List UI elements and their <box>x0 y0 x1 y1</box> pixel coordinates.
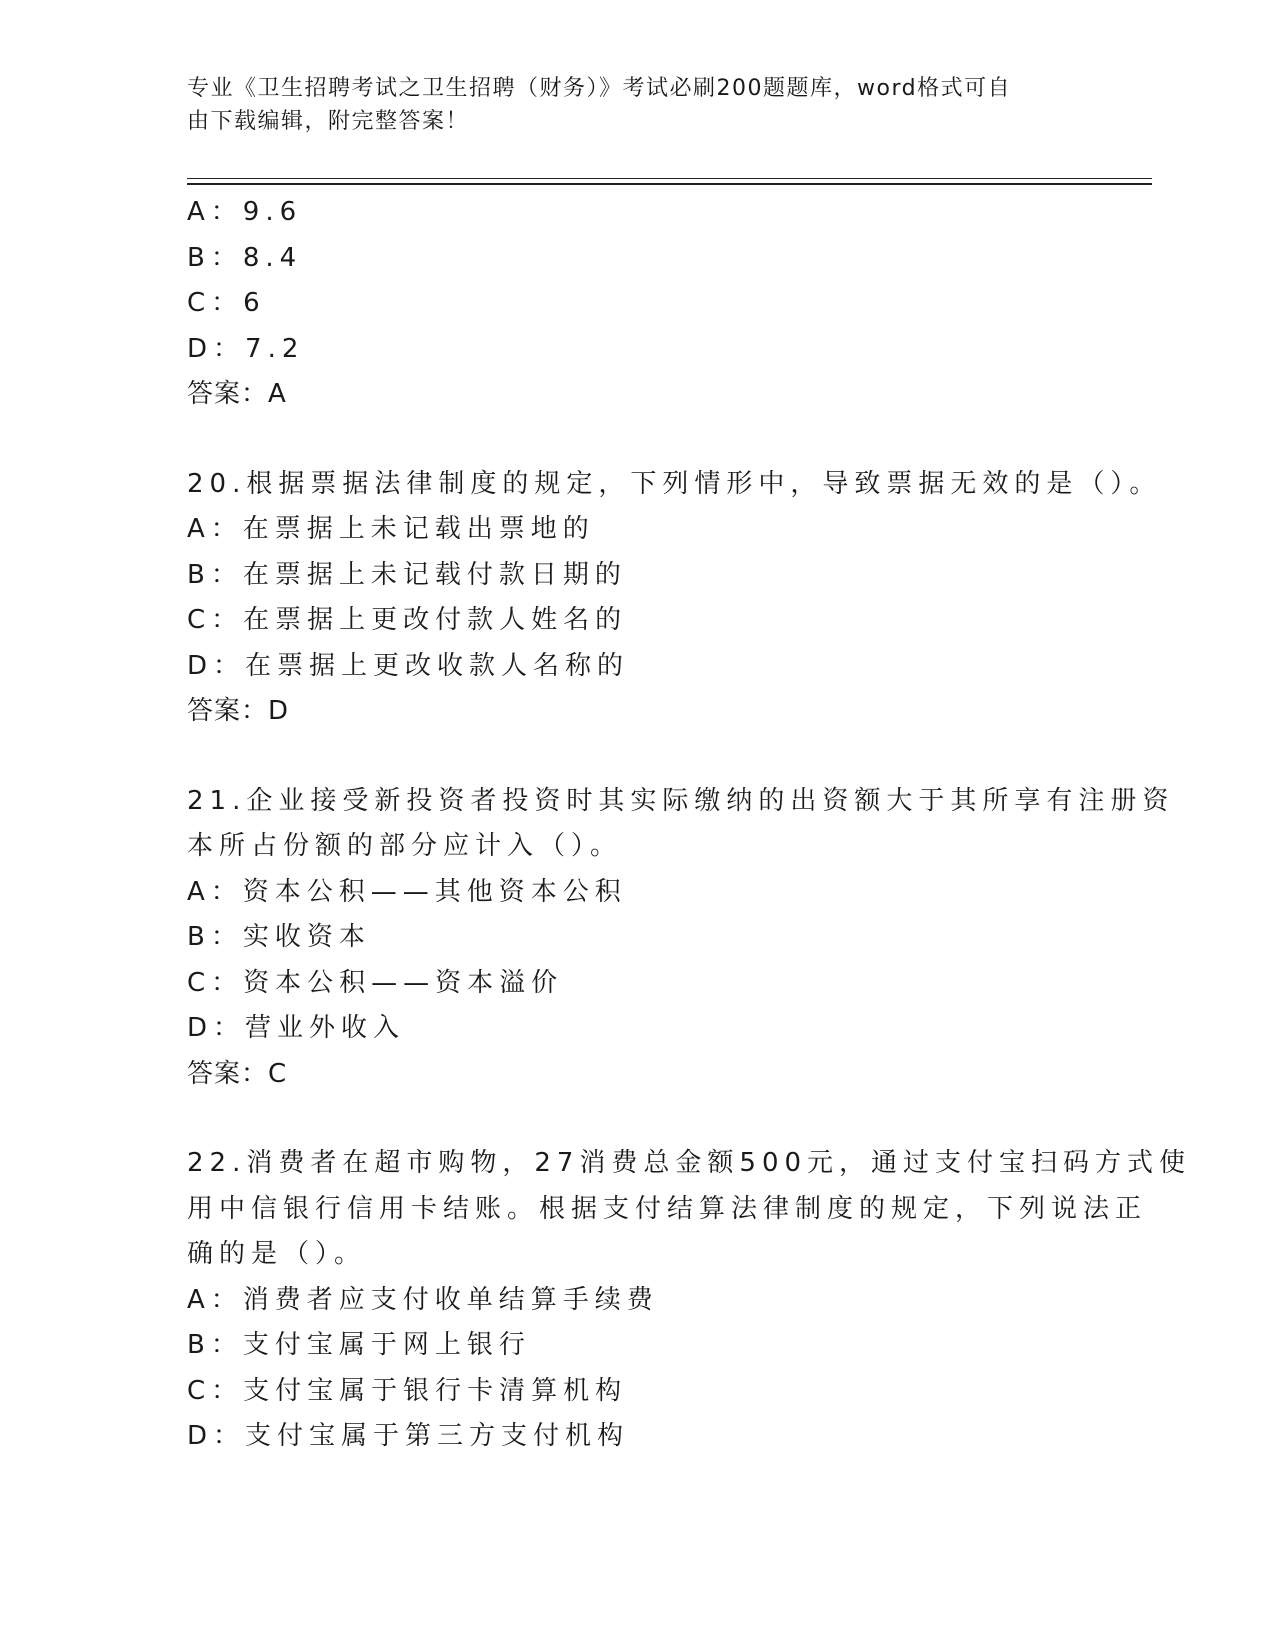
question-21 <box>187 779 1175 1098</box>
option-d: D：7.2 <box>187 333 305 364</box>
question-stem: 用中信银行信用卡结账。根据支付结算法律制度的规定，下列说法正 <box>187 1193 1148 1224</box>
question-20 <box>187 462 1162 735</box>
question-stem: 本所占份额的部分应计入（）。 <box>187 831 623 861</box>
option-c: C：支付宝属于银行卡清算机构 <box>187 1375 628 1406</box>
document-header <box>187 72 1067 138</box>
answer-line: 答案：A <box>187 379 287 409</box>
option-c: C：6 <box>187 288 266 318</box>
option-a: A：在票据上未记载出票地的 <box>187 514 595 544</box>
option-b: B：在票据上未记载付款日期的 <box>187 559 627 590</box>
option-b: B：支付宝属于网上银行 <box>187 1330 531 1360</box>
question-19 <box>187 190 1087 418</box>
option-a: A：9.6 <box>187 197 303 227</box>
question-stem: 20.根据票据法律制度的规定，下列情形中，导致票据无效的是（）。 <box>187 468 1162 499</box>
question-stem: 22.消费者在超市购物，27消费总金额500元，通过支付宝扫码方式使 <box>187 1148 1192 1178</box>
header-line-1: 专业《卫生招聘考试之卫生招聘（财务）》考试必刷200题题库，word格式可自 <box>187 76 1012 101</box>
question-stem: 21.企业接受新投资者投资时其实际缴纳的出资额大于其所享有注册资 <box>187 785 1175 816</box>
option-c: C：在票据上更改付款人姓名的 <box>187 605 628 635</box>
option-c: C：资本公积——资本溢价 <box>187 967 564 998</box>
option-d: D：营业外收入 <box>187 1013 406 1043</box>
option-b: B：实收资本 <box>187 922 371 952</box>
option-a: A：资本公积——其他资本公积 <box>187 876 627 907</box>
question-list <box>187 190 1192 1460</box>
option-a: A：消费者应支付收单结算手续费 <box>187 1284 659 1315</box>
header-divider-thick <box>187 183 1152 185</box>
header-line-2: 由下载编辑，附完整答案！ <box>187 109 470 134</box>
question-22 <box>187 1141 1192 1460</box>
option-b: B：8.4 <box>187 242 303 273</box>
option-d: D：支付宝属于第三方支付机构 <box>187 1421 630 1451</box>
header-divider-thin <box>187 178 1152 179</box>
question-stem: 确的是（）。 <box>187 1239 367 1269</box>
option-d: D：在票据上更改收款人名称的 <box>187 650 630 681</box>
answer-line: 答案：D <box>187 696 290 726</box>
answer-line: 答案：C <box>187 1058 288 1089</box>
